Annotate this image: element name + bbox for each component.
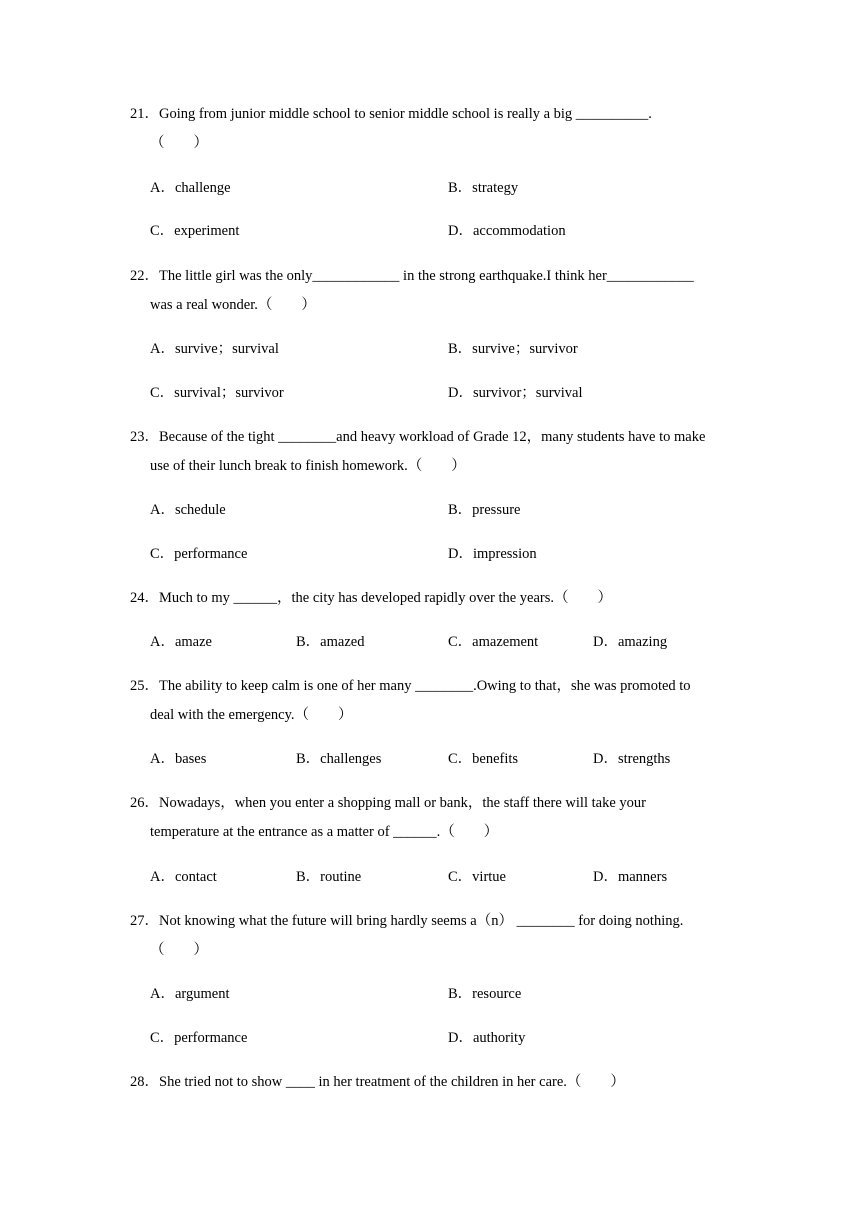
question-23-option-b: B．pressure bbox=[448, 502, 521, 518]
question-22-stem-line-1: 22．The little girl was the only____________ in the strong earthquake.I think her____________ bbox=[130, 268, 694, 284]
question-26-option-a: A．contact bbox=[150, 869, 217, 885]
question-22-option-c: C．survival；survivor bbox=[150, 385, 284, 401]
question-25-option-b: B．challenges bbox=[296, 751, 382, 767]
question-24-stem-line-1: 24．Much to my ______，the city has developed rapidly over the years.（ ） bbox=[130, 590, 613, 606]
question-25-option-d: D．strengths bbox=[593, 751, 671, 767]
question-22-option-a: A．survive；survival bbox=[150, 341, 279, 357]
question-27-option-c: C．performance bbox=[150, 1030, 248, 1046]
question-24-option-c: C．amazement bbox=[448, 634, 539, 650]
question-25-option-a: A．bases bbox=[150, 751, 207, 767]
question-28-stem-line-1: 28．She tried not to show ____ in her treatment of the children in her care.（ ） bbox=[130, 1074, 625, 1090]
question-27-option-d: D．authority bbox=[448, 1030, 526, 1046]
question-21-stem-line-1: 21．Going from junior middle school to senior middle school is really a big __________. bbox=[130, 106, 652, 122]
question-27-option-b: B．resource bbox=[448, 986, 522, 1002]
question-23-option-c: C．performance bbox=[150, 546, 248, 562]
question-21-option-b: B．strategy bbox=[448, 180, 519, 196]
question-24-option-d: D．amazing bbox=[593, 634, 668, 650]
question-22-option-d: D．survivor；survival bbox=[448, 385, 583, 401]
question-23-option-a: A．schedule bbox=[150, 502, 226, 518]
question-27-stem-line-1: 27．Not knowing what the future will bring hardly seems a（n） ________ for doing nothing. bbox=[130, 913, 684, 929]
question-23-stem-line-1: 23．Because of the tight ________and heavy workload of Grade 12，many students have to make bbox=[130, 429, 706, 445]
question-22-stem-line-2: was a real wonder.（ ） bbox=[150, 297, 316, 313]
question-22-option-b: B．survive；survivor bbox=[448, 341, 578, 357]
question-24-option-a: A．amaze bbox=[150, 634, 212, 650]
question-27-stem-line-2: （ ） bbox=[150, 942, 208, 958]
question-23-option-d: D．impression bbox=[448, 546, 537, 562]
question-25-stem-line-2: deal with the emergency.（ ） bbox=[150, 707, 353, 723]
question-24-option-b: B．amazed bbox=[296, 634, 365, 650]
question-25-stem-line-1: 25．The ability to keep calm is one of her many ________.Owing to that，she was promoted to bbox=[130, 678, 691, 694]
question-26-stem-line-2: temperature at the entrance as a matter of ______.（ ） bbox=[150, 824, 499, 840]
question-21-stem-line-2: （ ） bbox=[150, 135, 208, 151]
question-26-stem-line-1: 26．Nowadays，when you enter a shopping mall or bank，the staff there will take your bbox=[130, 795, 646, 811]
question-21-option-c: C．experiment bbox=[150, 223, 240, 239]
question-21-option-a: A．challenge bbox=[150, 180, 231, 196]
question-26-option-d: D．manners bbox=[593, 869, 668, 885]
question-26-option-b: B．routine bbox=[296, 869, 362, 885]
question-21-option-d: D．accommodation bbox=[448, 223, 566, 239]
question-27-option-a: A．argument bbox=[150, 986, 230, 1002]
question-26-option-c: C．virtue bbox=[448, 869, 506, 885]
question-25-option-c: C．benefits bbox=[448, 751, 519, 767]
question-23-stem-line-2: use of their lunch break to finish homework.（ ） bbox=[150, 458, 466, 474]
